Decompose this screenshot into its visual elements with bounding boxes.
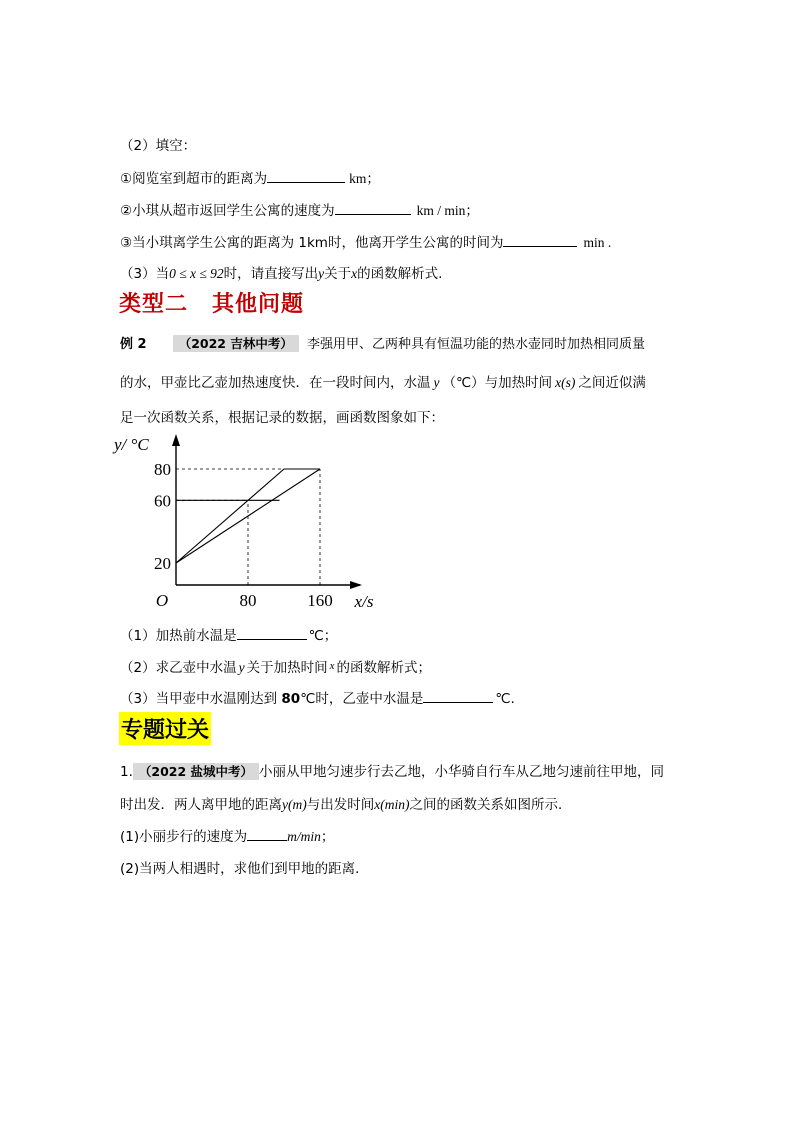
pass-q2: [120, 857, 369, 877]
ex2-q2-y: y: [238, 660, 245, 675]
q2-2-unit: km / min；: [416, 203, 479, 218]
example2-line3: [120, 406, 444, 426]
y-axis-arrow: [172, 434, 180, 446]
q3-line: [120, 262, 442, 282]
pass-p1-line2: [120, 793, 571, 813]
q2-label-text: （2）填空：: [120, 138, 197, 154]
ex2-q2-x: x: [329, 660, 335, 672]
q2-3-unit: min .: [583, 235, 612, 250]
pass-p1-x: x(min): [374, 797, 410, 812]
pass-p1-y: y(m): [282, 797, 307, 812]
pass-p1-text2a: 时出发．两人离甲地的距离: [120, 797, 282, 813]
pass-q1-text: (1)小丽步行的速度为: [120, 829, 248, 845]
q3-y: y: [318, 266, 325, 281]
pass-q1-unit: m/min: [287, 829, 321, 844]
q2-1-text: ①阅览室到超市的距离为: [120, 171, 268, 187]
example2-text3: 足一次函数关系，根据记录的数据，画函数图象如下：: [120, 410, 444, 426]
q2-1-unit: km；: [349, 171, 380, 186]
pass-p1-text2b: 与出发时间: [306, 797, 375, 813]
type2-heading: [119, 287, 304, 318]
answer-blank[interactable]: [237, 625, 307, 640]
x-tick-label: 160: [307, 591, 333, 610]
answer-blank[interactable]: [423, 688, 493, 703]
example2-line2: [120, 371, 646, 391]
answer-blank[interactable]: [247, 826, 287, 841]
q3-prefix: （3）当: [120, 266, 170, 282]
answer-blank[interactable]: [335, 200, 411, 215]
y-tick-label: 60: [154, 491, 171, 511]
y-tick-label: 20: [154, 554, 171, 573]
example2-q1: [120, 624, 337, 644]
type2-heading-b: 其他问题: [212, 292, 305, 317]
q2-item-1: [120, 167, 380, 187]
type2-heading-a: 类型二: [119, 292, 189, 317]
example2-text1: 李强用甲、乙两种具有恒温功能的热水壶同时加热相同质量: [307, 337, 646, 352]
ex2-q2-a: （2）求乙壶中水温: [120, 660, 237, 676]
q3-mid2: 关于: [324, 266, 352, 282]
pass-q1-end: ；: [320, 829, 335, 845]
q3-x: x: [351, 266, 358, 281]
example2-text2b: （℃）与加热时间: [442, 375, 553, 391]
ex2-q3-bold: 80: [281, 691, 301, 707]
section-title: 专题过关: [119, 712, 211, 745]
example2-q2: [120, 656, 431, 676]
q3-mid: 时，请直接写出: [223, 266, 319, 282]
q2-2-text: ②小琪从超市返回学生公寓的速度为: [120, 203, 335, 219]
ex2-q1-unit: ℃；: [308, 628, 338, 644]
y-tick-label: 80: [154, 460, 171, 479]
q2-item-2: [120, 199, 479, 219]
ex2-q3-b: ℃时，乙壶中水温是: [300, 691, 424, 707]
pass-q2-text: (2)当两人相遇时，求他们到甲地的距离．: [120, 861, 369, 877]
temperature-chart: [110, 428, 380, 618]
ex2-q1-text: （1）加热前水温是: [120, 628, 237, 644]
source-tag: （2022 盐城中考）: [133, 763, 259, 780]
q2-label: [120, 134, 196, 154]
origin-label: O: [155, 591, 169, 610]
q2-3-text: ③当小琪离学生公寓的距离为 1km时，他离开学生公寓的时间为: [120, 235, 504, 251]
example-label: 例 2: [120, 337, 147, 352]
ex2-q3-unit: ℃.: [495, 691, 515, 707]
pass-p1-text1: 小丽从甲地匀速步行去乙地，小华骑自行车从乙地匀速前往甲地，同: [259, 764, 665, 780]
y-axis-label: y/ °C: [114, 435, 149, 454]
source-tag: （2022 吉林中考）: [173, 335, 299, 352]
example2-y: y: [433, 375, 440, 390]
ex2-q3-a: （3）当甲壶中水温刚达到: [120, 691, 282, 707]
answer-blank[interactable]: [267, 168, 345, 183]
example2-x: x(s): [555, 375, 576, 390]
x-axis-label: x/s: [354, 592, 374, 611]
q3-condition: 0 ≤ x ≤ 92: [169, 266, 224, 281]
example2-text2c: 之间近似满: [578, 375, 646, 391]
pass-p1-line1: [120, 760, 664, 780]
ex2-q2-c: 的函数解析式；: [336, 660, 431, 676]
example2-text2a: 的水，甲壶比乙壶加热速度快．在一段时间内，水温: [120, 375, 431, 391]
answer-blank[interactable]: [503, 232, 577, 247]
q2-item-3: [120, 231, 611, 251]
q3-suffix: 的函数解析式.: [357, 266, 443, 282]
example2-line1: [120, 333, 645, 352]
x-tick-label: 80: [239, 591, 257, 610]
pass-q1: [120, 825, 334, 845]
pass-p1-text2c: 之间的函数关系如图所示．: [409, 797, 572, 813]
problem-number: 1.: [120, 764, 133, 780]
ex2-q2-b: 关于加热时间: [246, 660, 328, 676]
x-axis-arrow: [350, 581, 362, 589]
example2-q3: [120, 687, 515, 707]
